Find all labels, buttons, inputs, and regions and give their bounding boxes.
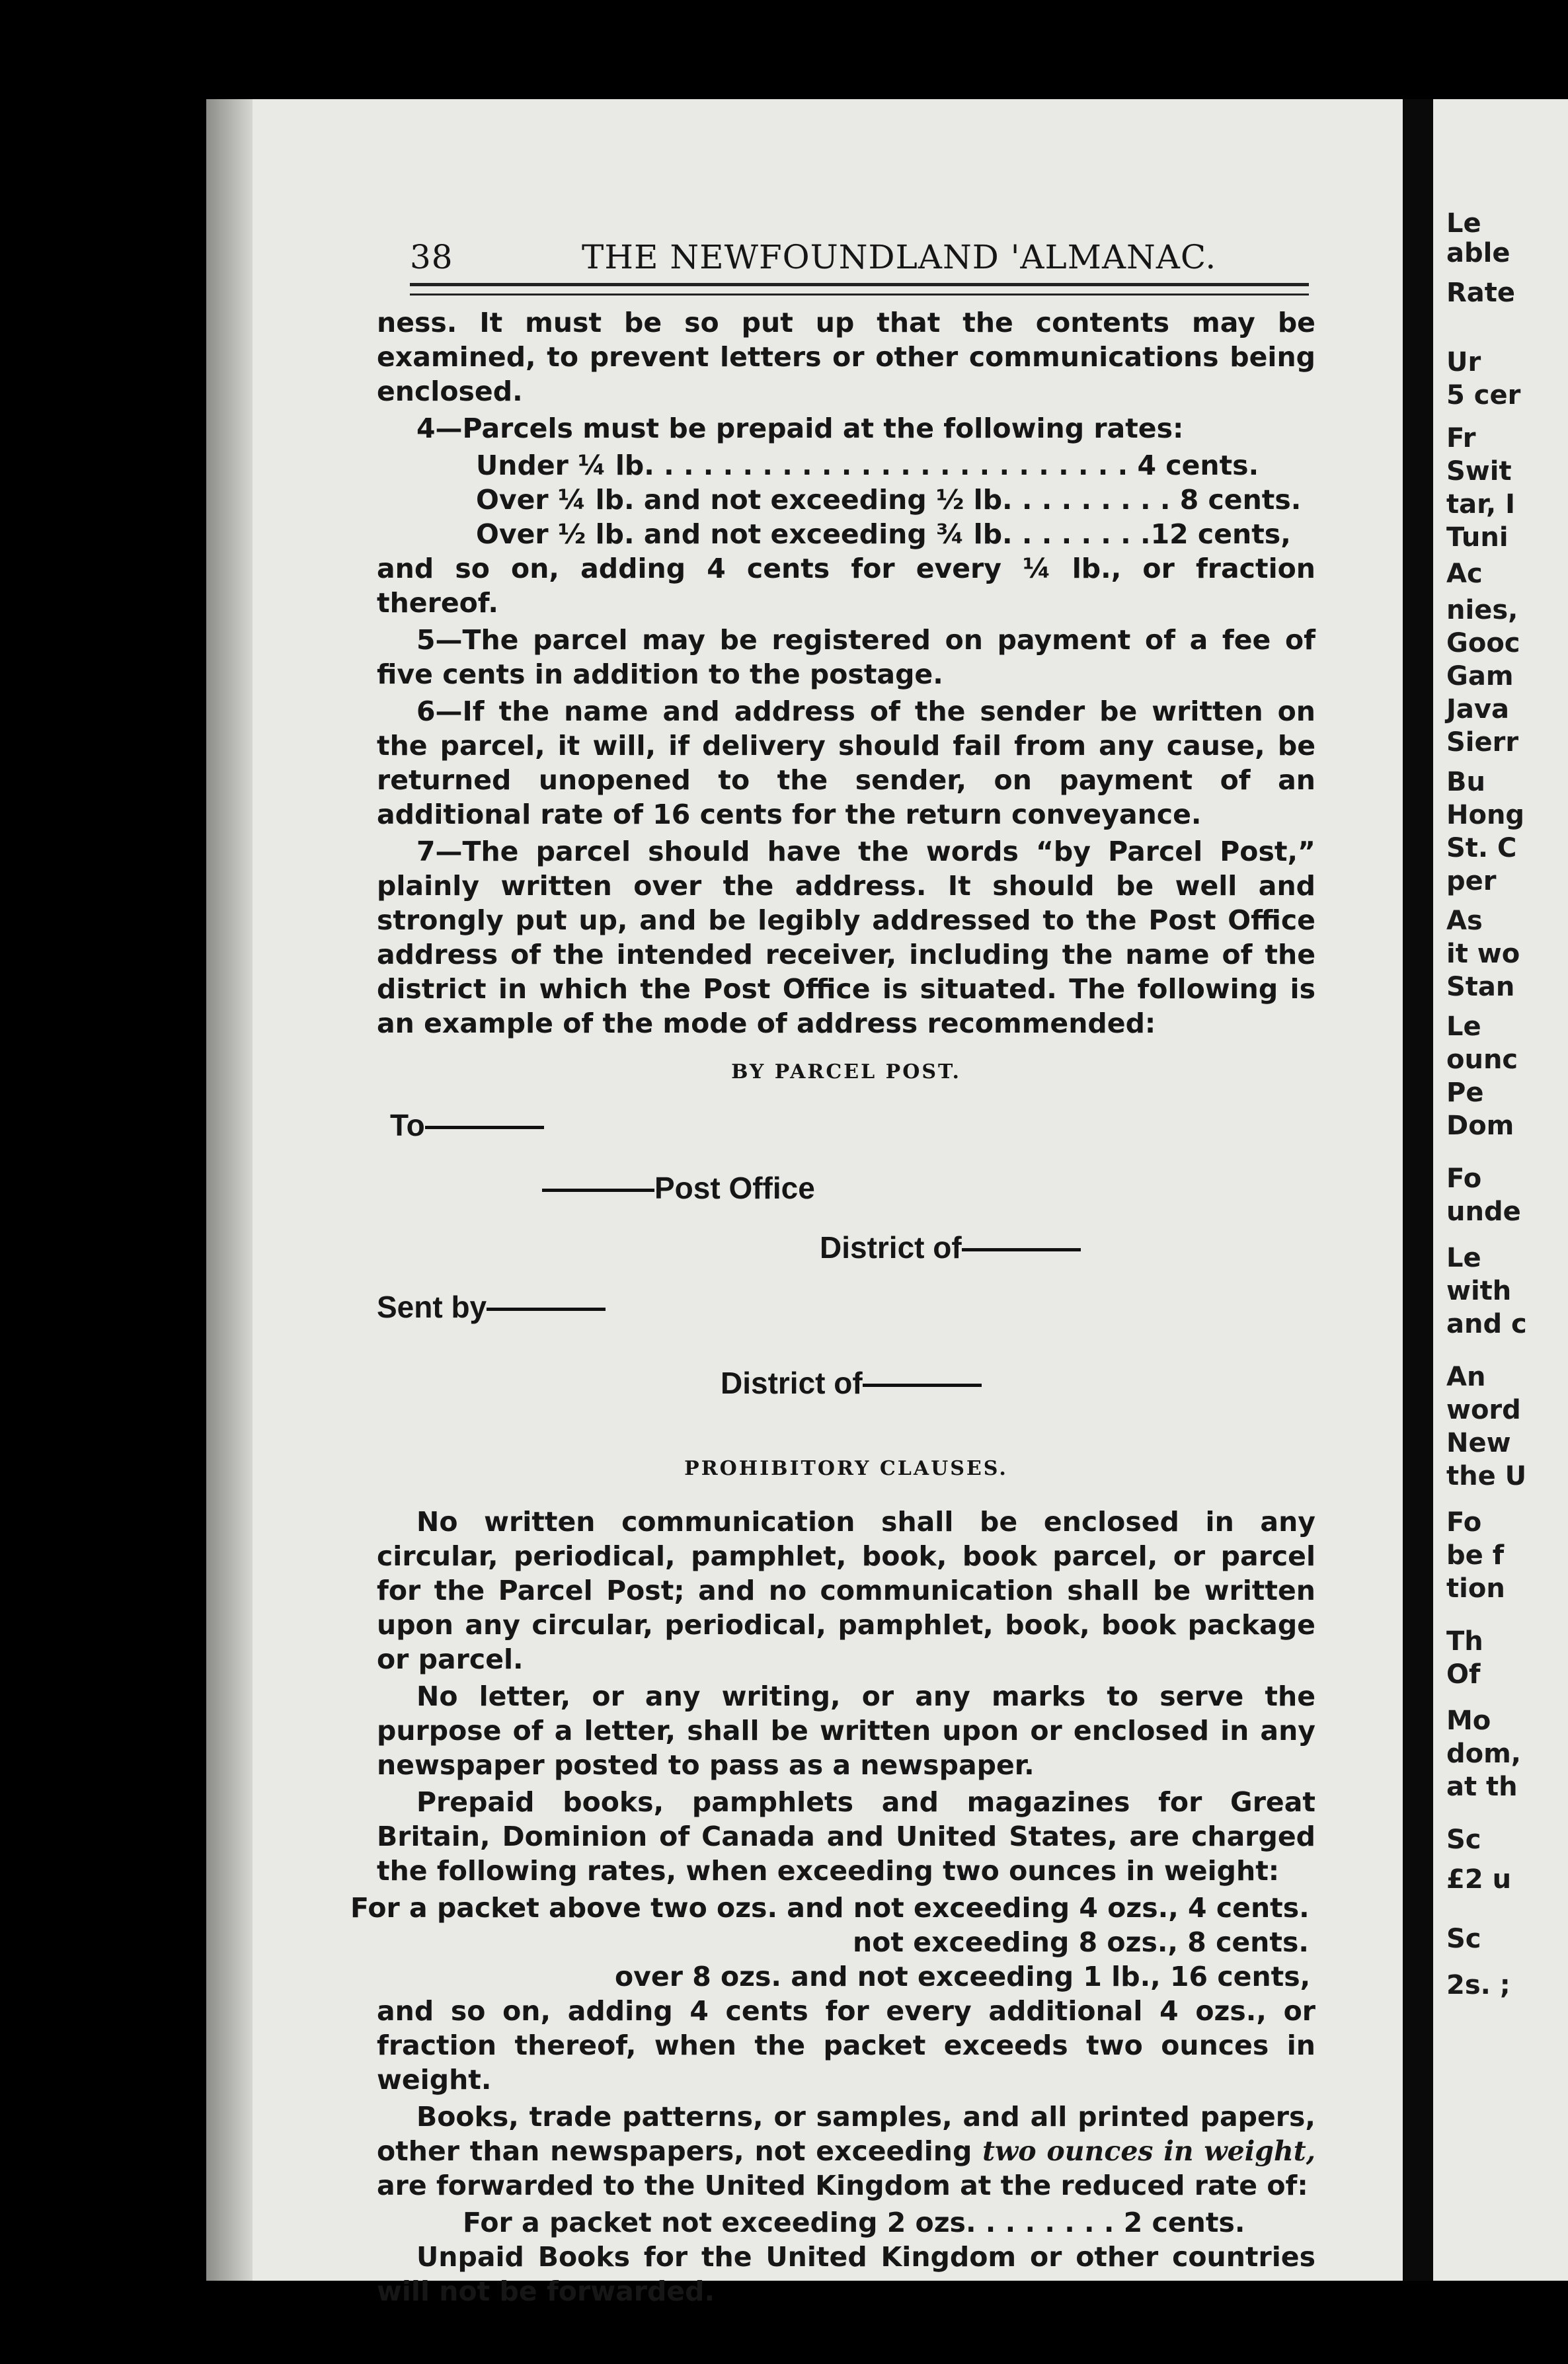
p4-end: are forwarded to the United Kingdom at the reduced rate of: bbox=[377, 2170, 1308, 2201]
rate-row: Over ½ lb. and not exceeding ¾ lb. . . . . . . .12 cents, bbox=[476, 518, 1291, 550]
right-page-line: 5 cer bbox=[1446, 380, 1521, 411]
rate-row: Over ¼ lb. and not exceeding ½ lb. . . . . . . . . 8 cents. bbox=[476, 484, 1302, 516]
right-page-line: ounc bbox=[1446, 1044, 1518, 1075]
right-page-line: word bbox=[1446, 1395, 1521, 1425]
right-page-line: Fo bbox=[1446, 1163, 1482, 1194]
right-page-line: per bbox=[1446, 866, 1497, 896]
packet-rate-row: For a packet above two ozs. and not exceeding 4 ozs., 4 cents. bbox=[350, 1892, 1310, 1924]
prohibitory-paragraph-1: No written communication shall be enclosed in any circular, periodical, pamphlet, book, book parcel, or parcel for the Parcel Post; and no communication shall be written upon any circular, periodical, pamphlet, book, book package or parcel. bbox=[377, 1506, 1315, 1675]
sent-by-line: Sent by bbox=[377, 1290, 606, 1324]
right-page-line: Rate bbox=[1446, 278, 1516, 308]
district-line-2: District of bbox=[721, 1366, 982, 1400]
right-page-line: Dom bbox=[1446, 1111, 1514, 1141]
right-page-line: An bbox=[1446, 1362, 1486, 1392]
right-page-line: tar, I bbox=[1446, 489, 1515, 520]
rate-row: Under ¼ lb. . . . . . . . . . . . . . . . . . . . . . . . . 4 cents. bbox=[476, 450, 1259, 481]
running-title: THE NEWFOUNDLAND 'ALMANAC. bbox=[582, 238, 1217, 276]
right-page-line: Stan bbox=[1446, 972, 1515, 1002]
right-page-line: Sierr bbox=[1446, 727, 1519, 758]
p4-start: Books, trade patterns, or samples, and all printed papers, other than newspapers, not exceeding bbox=[377, 2101, 1315, 2167]
right-page-line: Pe bbox=[1446, 1078, 1484, 1108]
right-page-line: be f bbox=[1446, 1540, 1505, 1571]
right-page-line: New bbox=[1446, 1428, 1511, 1458]
right-page-line: Le bbox=[1446, 1243, 1481, 1273]
paragraph-continuation: ness. It must be so put up that the contents may be examined, to prevent letters or other communications being enclosed. bbox=[377, 307, 1315, 407]
page-edge-shadow bbox=[206, 99, 253, 2281]
prohibitory-paragraph-2: No letter, or any writing, or any marks to serve the purpose of a letter, shall be written upon or enclosed in any newspaper posted to pass as a newspaper. bbox=[377, 1680, 1315, 1781]
right-page-line: Le bbox=[1446, 208, 1481, 239]
right-page-line: Of bbox=[1446, 1659, 1481, 1690]
packet-rate-note: and so on, adding 4 cents for every additional 4 ozs., or fraction thereof, when the packet exceeds two ounces in weight. bbox=[377, 1995, 1315, 2096]
paragraph-6: 6—If the name and address of the sender be written on the parcel, it will, if delivery should fail from any cause, be returned unopened to the sender, on payment of an additional rate of 16 cents for the return conveyance. bbox=[377, 695, 1315, 830]
page-number: 38 bbox=[410, 238, 453, 276]
right-page-line: Gam bbox=[1446, 661, 1514, 691]
right-page-line: Mo bbox=[1446, 1706, 1491, 1736]
header-rule-top bbox=[410, 283, 1309, 286]
book-gutter bbox=[1403, 99, 1433, 2281]
paragraph-7: 7—The parcel should have the words “by Parcel Post,” plainly written over the address. It should be well and strongly put up, and be legibly addressed to the Post Office address of the intended receiver, including the name of the district in which the Post Office is situated. The following is an example of the mode of address recommended: bbox=[377, 836, 1315, 1039]
district-line-1: District of bbox=[820, 1230, 1081, 1265]
right-page-line: able bbox=[1446, 238, 1510, 268]
right-page-line: the U bbox=[1446, 1461, 1527, 1491]
right-page-line: Sc bbox=[1446, 1924, 1481, 1954]
prohibitory-paragraph-5: Unpaid Books for the United Kingdom or other countries will not be forwarded. bbox=[377, 2241, 1315, 2307]
address-example bbox=[377, 1108, 1315, 1452]
right-page-fragment bbox=[1433, 99, 1568, 2281]
address-heading: BY PARCEL POST. bbox=[731, 1060, 961, 1084]
rate-note: and so on, adding 4 cents for every ¼ lb., or fraction thereof. bbox=[377, 553, 1315, 619]
right-page-line: As bbox=[1446, 906, 1483, 936]
right-page-line: Hong bbox=[1446, 800, 1525, 830]
right-page-line: Ur bbox=[1446, 347, 1481, 377]
right-page-line: Fr bbox=[1446, 423, 1476, 453]
right-page-line: at th bbox=[1446, 1772, 1518, 1802]
right-page-line: St. C bbox=[1446, 833, 1517, 863]
packet-rate-row: not exceeding 8 ozs., 8 cents. bbox=[853, 1926, 1309, 1958]
paragraph-5: 5—The parcel may be registered on payment of a fee of five cents in addition to the postage. bbox=[377, 624, 1315, 690]
right-page-line: Ac bbox=[1446, 559, 1483, 589]
body-text bbox=[350, 305, 1315, 2311]
right-page-line: Tuni bbox=[1446, 522, 1509, 553]
p4-italic: two ounces in weight, bbox=[982, 2135, 1315, 2167]
right-page-line: tion bbox=[1446, 1573, 1505, 1604]
paragraph-4: 4—Parcels must be prepaid at the following rates: bbox=[416, 413, 1184, 444]
right-page-line: Th bbox=[1446, 1626, 1483, 1657]
right-page-line: it wo bbox=[1446, 939, 1520, 969]
prohibitory-paragraph-3: Prepaid books, pamphlets and magazines for Great Britain, Dominion of Canada and United States, are charged the following rates, when exceeding two ounces in weight: bbox=[377, 1786, 1315, 1887]
header-rule-bottom bbox=[410, 294, 1309, 296]
right-page-line: 2s. ; bbox=[1446, 1970, 1510, 2000]
right-page-line: with bbox=[1446, 1276, 1512, 1306]
parcel-rate-table bbox=[476, 448, 1315, 551]
right-page-line: Gooc bbox=[1446, 628, 1520, 658]
right-page-line: and c bbox=[1446, 1309, 1527, 1339]
reduced-rate-row: For a packet not exceeding 2 ozs. . . . . . . . 2 cents. bbox=[463, 2207, 1245, 2238]
right-page-line: £2 u bbox=[1446, 1864, 1512, 1895]
right-page-line: Sc bbox=[1446, 1825, 1481, 1855]
right-page-line: Java bbox=[1446, 694, 1509, 725]
packet-rate-row: over 8 ozs. and not exceeding 1 lb., 16 cents, bbox=[615, 1961, 1311, 1992]
prohibitory-heading: PROHIBITORY CLAUSES. bbox=[684, 1457, 1008, 1480]
right-page-line: dom, bbox=[1446, 1739, 1521, 1769]
right-page-line: Le bbox=[1446, 1011, 1481, 1042]
right-page-line: unde bbox=[1446, 1197, 1521, 1227]
post-office-line: Post Office bbox=[542, 1171, 815, 1205]
right-page-line: Swit bbox=[1446, 456, 1512, 487]
prohibitory-paragraph-4 bbox=[377, 2100, 1315, 2203]
right-page-line: Bu bbox=[1446, 767, 1485, 797]
to-line: To bbox=[390, 1108, 544, 1142]
right-page-line: Fo bbox=[1446, 1507, 1482, 1538]
right-page-line: nies, bbox=[1446, 595, 1518, 625]
